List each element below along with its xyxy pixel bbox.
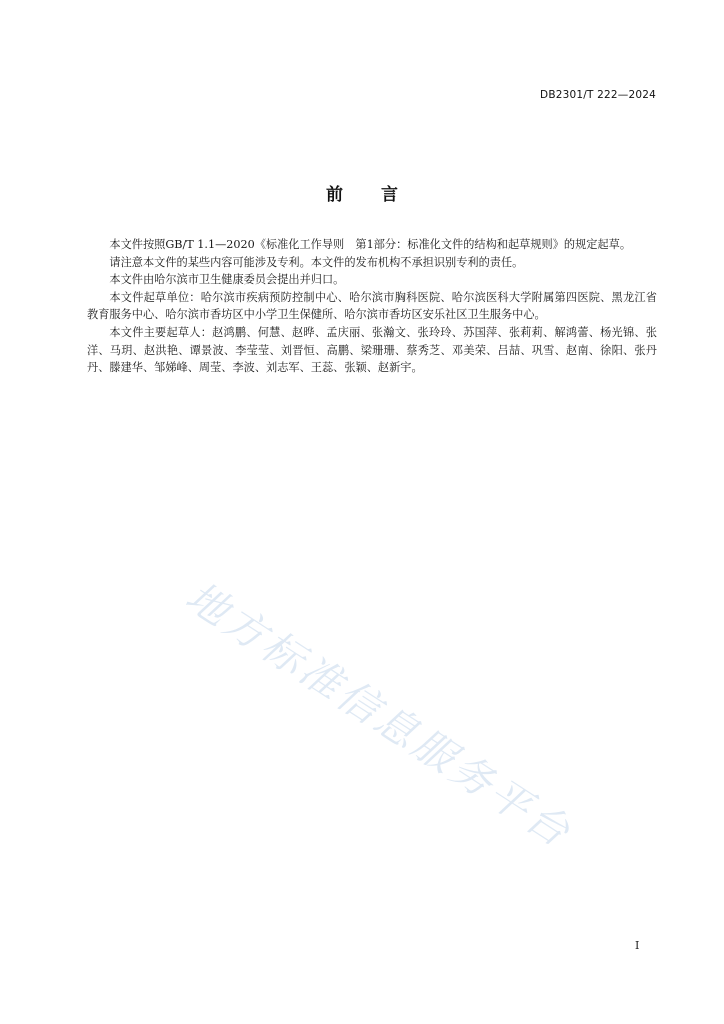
page-title	[0, 180, 724, 205]
paragraph-drafting-units: 本文件起草单位：哈尔滨市疾病预防控制中心、哈尔滨市胸科医院、哈尔滨医科大学附属第四医院、黑龙江省教育服务中心、哈尔滨市香坊区中小学卫生保健所、哈尔滨市香坊区安乐社区卫生服务中心。	[87, 290, 657, 322]
foreword-body	[87, 236, 657, 377]
page-title-char-2: 言	[381, 185, 398, 205]
page-title-char-1: 前	[326, 185, 343, 205]
paragraph-proposer: 本文件由哈尔滨市卫生健康委员会提出并归口。	[109, 273, 345, 287]
document-code: DB2301/T 222—2024	[540, 89, 656, 101]
page-number: I	[635, 939, 640, 952]
paragraph-patent-notice: 请注意本文件的某些内容可能涉及专利。本文件的发布机构不承担识别专利的责任。	[109, 255, 524, 269]
paragraph-drafting-basis: 本文件按照GB/T 1.1—2020《标准化工作导则 第1部分：标准化文件的结构和起草规则》的规定起草。	[109, 238, 632, 251]
watermark: 地方标准信息服务平台	[177, 572, 581, 858]
paragraph-main-drafters: 本文件主要起草人：赵鸿鹏、何慧、赵晔、孟庆丽、张瀚文、张玲玲、苏国萍、张莉莉、解鸿蕾、杨光锦、张洋、马玥、赵洪艳、谭景波、李莹莹、刘晋恒、高鹏、梁珊珊、蔡秀芝、邓美荣、吕喆、巩雪、赵南、徐阳、张丹丹、滕建华、邹娣峰、周莹、李波、刘志军、王蕊、张颖、赵新宇。	[87, 325, 657, 375]
